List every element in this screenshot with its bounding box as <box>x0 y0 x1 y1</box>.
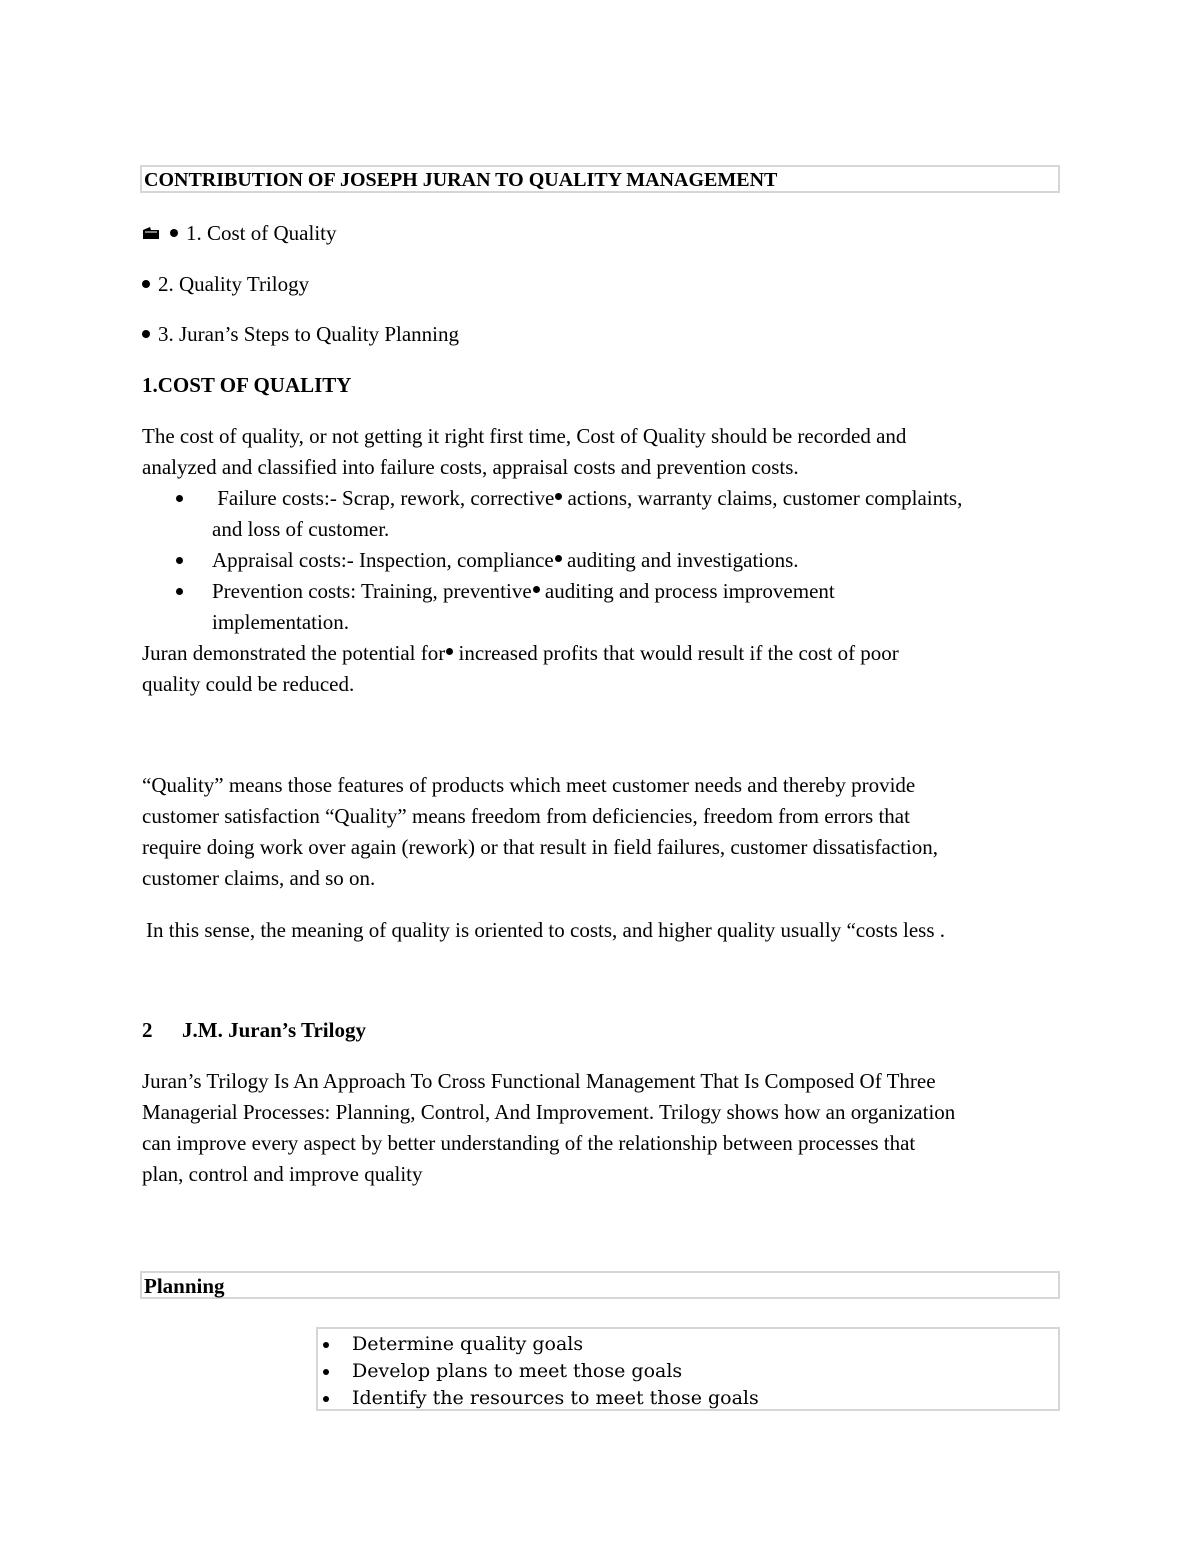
list-item <box>318 1331 1058 1358</box>
planning-list <box>316 1327 1060 1411</box>
paragraph-text: quality could be reduced. <box>142 672 355 696</box>
toc-item-steps-to-quality-planning <box>142 319 459 350</box>
bullet-dot <box>176 495 183 502</box>
list-item <box>318 1385 1058 1412</box>
costs-sense-paragraph: In this sense, the meaning of quality is oriented to costs, and higher quality usually “costs less . <box>146 918 946 942</box>
bullet-dot <box>176 588 183 595</box>
bullet-dot <box>176 557 183 564</box>
quality-definition-paragraph <box>142 770 1072 894</box>
toc-label: 2. Quality Trilogy <box>158 272 310 296</box>
bullet-text: auditing and investigations. <box>561 548 799 572</box>
bullet-text: implementation. <box>212 610 350 634</box>
toc-item-quality-trilogy <box>142 269 309 300</box>
bullet-dot <box>323 1396 329 1402</box>
section2-heading <box>142 1015 366 1046</box>
bullet-text: actions, warranty claims, customer complaints, <box>562 486 963 510</box>
list-item-appraisal-costs <box>142 545 1072 576</box>
inline-bullet-glyph <box>446 648 453 655</box>
list-item-text: Identify the resources to meet those goals <box>352 1387 759 1409</box>
bullet-dot <box>142 330 150 338</box>
bullet-dot <box>323 1369 329 1375</box>
paragraph-line: Managerial Processes: Planning, Control, And Improvement. Trilogy shows how an organization <box>142 1100 956 1124</box>
paragraph-line: plan, control and improve quality <box>142 1162 423 1186</box>
bullet-dot <box>170 229 178 237</box>
inline-bullet-glyph <box>555 555 562 562</box>
bullet-dot <box>323 1342 329 1348</box>
list-item-text: Determine quality goals <box>352 1333 584 1355</box>
paragraph-line: “Quality” means those features of products which meet customer needs and thereby provide <box>142 773 916 797</box>
intro-line: The cost of quality, or not getting it right first time, Cost of Quality should be recorded and <box>142 424 907 448</box>
inline-bullet-glyph <box>533 586 540 593</box>
section1-heading: 1.COST OF QUALITY <box>142 373 352 397</box>
paragraph-line: customer claims, and so on. <box>142 866 376 890</box>
list-item-prevention-costs <box>142 576 1072 638</box>
section-title: J.M. Juran’s Trilogy <box>182 1018 366 1042</box>
paragraph-text: increased profits that would result if the cost of poor <box>453 641 899 665</box>
list-item-text: Develop plans to meet those goals <box>352 1360 683 1382</box>
juran-potential-paragraph <box>142 638 1072 700</box>
section-number: 2 <box>142 1018 153 1042</box>
paragraph-line: Juran’s Trilogy Is An Approach To Cross Functional Management That Is Composed Of Three <box>142 1069 936 1093</box>
book-icon <box>142 226 160 240</box>
toc-label: 1. Cost of Quality <box>186 221 337 245</box>
paragraph-line: can improve every aspect by better understanding of the relationship between processes that <box>142 1131 916 1155</box>
bullet-dot <box>142 280 150 288</box>
list-item-failure-costs <box>142 483 1072 545</box>
toc-item-cost-of-quality <box>142 218 337 249</box>
toc-label: 3. Juran’s Steps to Quality Planning <box>158 322 459 346</box>
paragraph-line: customer satisfaction “Quality” means freedom from deficiencies, freedom from errors that <box>142 804 910 828</box>
intro-line: analyzed and classified into failure costs, appraisal costs and prevention costs. <box>142 455 799 479</box>
cost-types-list <box>142 483 1072 638</box>
bullet-text: Appraisal costs:- Inspection, compliance <box>212 548 554 572</box>
inline-bullet-glyph <box>555 493 562 500</box>
bullet-text: Failure costs:- Scrap, rework, corrective <box>217 486 555 510</box>
paragraph-line: require doing work over again (rework) or that result in field failures, customer dissatisfaction, <box>142 835 939 859</box>
list-item <box>318 1358 1058 1385</box>
paragraph-text: Juran demonstrated the potential for <box>142 641 446 665</box>
section1-intro <box>142 421 1072 483</box>
bullet-text: auditing and process improvement <box>539 579 835 603</box>
document-title: CONTRIBUTION OF JOSEPH JURAN TO QUALITY MANAGEMENT <box>140 165 1060 193</box>
planning-heading: Planning <box>140 1271 1060 1299</box>
bullet-text: Prevention costs: Training, preventive <box>212 579 532 603</box>
trilogy-paragraph <box>142 1066 1072 1190</box>
bullet-text: and loss of customer. <box>212 517 390 541</box>
